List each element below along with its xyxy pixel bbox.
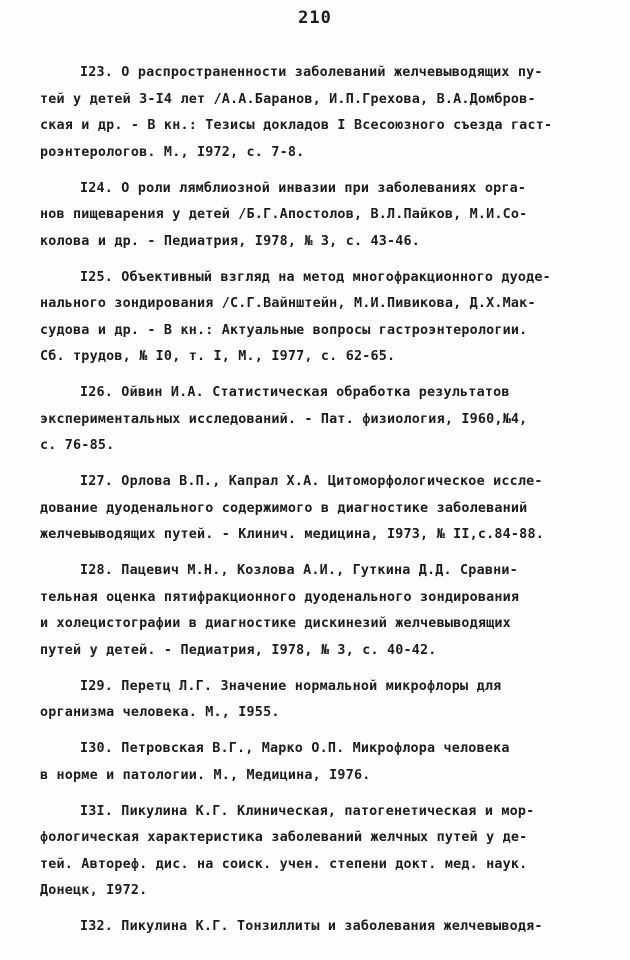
entry-line: путей у детей. - Педиатрия, I978, № 3, с. 40-42.	[40, 642, 437, 658]
entry-line: в норме и патологии. М., Медицина, I976.	[40, 767, 371, 783]
bibliography-entry	[40, 558, 600, 664]
entry-line: нального зондирования /С.Г.Вайнштейн, М.И.Пивикова, Д.Х.Мак-	[40, 296, 536, 311]
entry-line: судова и др. - В кн.: Актуальные вопросы гастроэнтерологии.	[40, 322, 528, 338]
entry-line: ская и др. - В кн.: Тезисы докладов I Всесоюзного съезда гаст-	[40, 118, 553, 133]
entry-line: и холецистографии в диагностике дискинезий желчевыводящих	[40, 616, 511, 631]
bibliography-entry	[40, 674, 600, 727]
entry-line: дование дуоденального содержимого в диагностике заболеваний	[40, 500, 528, 516]
entry-line: организма человека. М., I955.	[40, 705, 280, 720]
entry-line: тей. Автореф. дис. на соиск. учен. степени докт. мед. наук.	[40, 856, 528, 872]
entry-line: I29. Перетц Л.Г. Значение нормальной микрофлоры для	[80, 678, 502, 694]
entry-line: тей у детей 3-I4 лет /А.А.Баранов, И.П.Грехова, В.А.Домбров-	[40, 91, 536, 107]
bibliography-entry	[40, 914, 600, 941]
entry-line: I30. Петровская В.Г., Марко О.П. Микрофлора человека	[80, 741, 510, 756]
entry-line: желчевыводящих путей. - Клинич. медицина, I973, № II,с.84-88.	[40, 527, 544, 542]
bibliography-entry	[40, 60, 600, 166]
entry-line: I32. Пикулина К.Г. Тонзиллиты и заболевания желчевыводя-	[80, 919, 543, 934]
entry-line: I27. Орлова В.П., Капрал Х.А. Цитоморфологическое иссле-	[80, 474, 543, 489]
entry-line: роэнтерологов. М., I972, с. 7-8.	[40, 144, 305, 160]
entry-line: с. 76-85.	[40, 438, 115, 453]
entry-line: I23. О распространенности заболеваний желчевыводящих пу-	[80, 65, 543, 80]
entry-line: нов пищеварения у детей /Б.Г.Апостолов, В.Л.Пайков, М.И.Со-	[40, 207, 528, 222]
entry-line: Донецк, I972.	[40, 883, 148, 898]
entry-line: фологическая характеристика заболеваний желчных путей у де-	[40, 830, 528, 845]
entry-line: экспериментальных исследований. - Пат. физиология, I960,№4,	[40, 411, 528, 427]
bibliography-entry	[40, 380, 600, 460]
page-number: 210	[298, 8, 332, 28]
bibliography-entry	[40, 736, 600, 789]
bibliography-entry	[40, 799, 600, 905]
bibliography-entry	[40, 176, 600, 256]
bibliography-entry	[40, 469, 600, 549]
entry-line: Сб. трудов, № I0, т. I, М., I977, с. 62-65.	[40, 349, 396, 364]
entry-line: I26. Ойвин И.А. Статистическая обработка результатов	[80, 385, 510, 400]
entry-line: I24. О роли лямблиозной инвазии при заболеваниях орга-	[80, 180, 527, 196]
entry-line: тельная оценка пятифракционного дуоденального зондирования	[40, 589, 520, 605]
bibliography-list	[40, 60, 600, 950]
entry-line: I25. Объективный взгляд на метод многофракционного дуоде-	[80, 269, 551, 285]
entry-line: колова и др. - Педиатрия, I978, № 3, с. 43-46.	[40, 233, 421, 249]
entry-line: I3I. Пикулина К.Г. Клиническая, патогенетическая и мор-	[80, 803, 535, 819]
bibliography-entry	[40, 265, 600, 371]
entry-line: I28. Пацевич М.Н., Козлова А.И., Гуткина Д.Д. Сравни-	[80, 563, 518, 578]
